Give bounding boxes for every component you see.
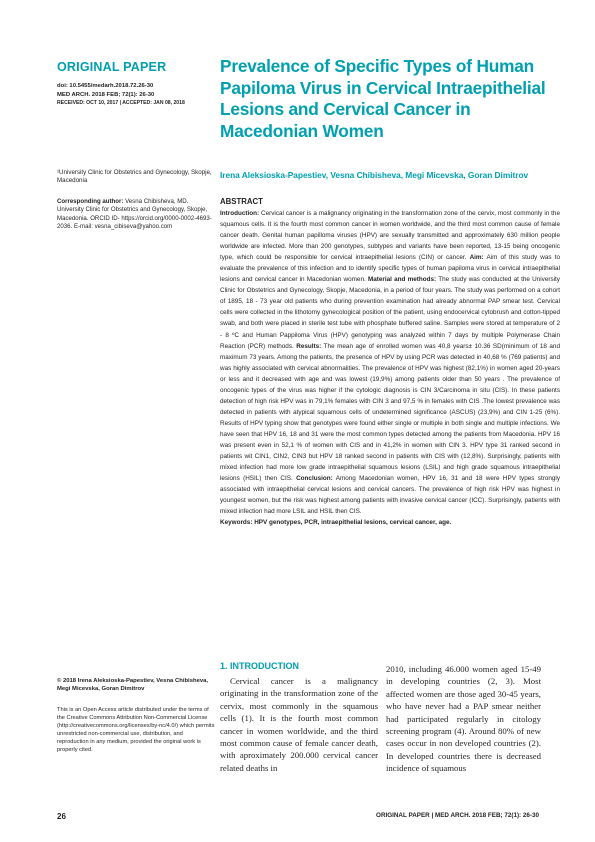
abstract-methods-label: Material and methods: xyxy=(367,276,437,284)
left-sidebar xyxy=(57,60,215,108)
corresponding-author-text: Vesna Chibisheva, MD. University Clinic for Obstetrics and Gynecology, Skopje, Macedonia. ORCID ID- https://orcid.org/0000-0002-4693-2036. E-mail: vesna_cibiseva@yahoo.com xyxy=(57,198,212,231)
affiliation: ¹University Clinic for Obstetrics and Gynecology, Skopje, Macedonia xyxy=(57,169,212,185)
abstract-aim: Aim of this study was to evaluate the prevalence of this infection and to identify specific types of human papiloma virus in cervical intraepithelial lesions and cervical cancer in Macedonian women. xyxy=(220,254,560,284)
license-text: This is an Open Access article distributed under the terms of the Creative Commons Attribution Non-Commercial License (http://creativecommons.org/licenses/by-nc/4.0/) which permits unrestricted non-commercial use, distribution, and reproduction in any medium, provided the original work is properly cited. xyxy=(57,707,215,754)
abstract-aim-label: Aim: xyxy=(469,254,484,262)
abstract-heading: ABSTRACT xyxy=(220,197,263,206)
corresponding-author xyxy=(57,198,215,232)
copyright: © 2018 Irena Aleksioska-Papestiev, Vesna Chibisheva, Megi Micevska, Goran Dimitrov xyxy=(57,678,209,693)
abstract-conclusion-label: Conclusion: xyxy=(296,475,333,483)
corresponding-author-label: Corresponding author: xyxy=(57,198,124,205)
abstract-results-label: Results: xyxy=(296,342,322,350)
abstract-conclusion: Among Macedonian women, HPV 16, 31 and 18 were HPV types strongly associated with intraepithelial cervical lesions and cervical cancers. The prevalence of high risk HPV was highest in youngest women, but the risk was highest among patients with invasive cervical cancer (ICC). Surprisingly, patients with mixed infection had more LSIL and HSIL then CIS. xyxy=(220,475,560,516)
introduction-heading: 1. INTRODUCTION xyxy=(220,661,300,671)
authors: Irena Aleksioska-Papestiev, Vesna Chibisheva, Megi Micevska, Goran Dimitrov xyxy=(220,170,529,180)
abstract-methods: The study was conducted at the University Clinic for Obstetrics and Gynecology, Skopje, Macedonia, in a period of four years. The study was performed on a cohort of 1895, 18 - 73 year old patients who during prevention examination had already abnormal PAP smear test. Cervical cells were collected in the lithotomy gynecological position of the patient, using endocervical cytobrush and cotton-tipped swab, and both were placed in sterile test tube with phosphate buffered saline. Samples were stored at temperature of 2 - 8 ºC and Human Pappiloma Virus (HPV) genotyping was analyzed within 7 days by multiple Polymerase Chain Reaction (PCR) methods. xyxy=(220,276,560,350)
introduction-column-1: Cervical cancer is a malignancy originating in the transformation zone of the cervix, most commonly in the squamous cells (1). It is the fourth most common cancer in women worldwide, and the third most common cause of female cancer death, with aproximately 200.000 cervical cancer related deaths in xyxy=(220,676,378,773)
journal-reference: MED ARCH. 2018 FEB; 72(1): 26-30 xyxy=(57,91,155,98)
abstract-intro: Cervical cancer is a malignancy originating in the transformation zone of the cervix, most commonly in the squamous cells. It is the fourth most common cancer in women worldwide, and the third most common cause of female cancer death. Genital human papilloma viruses (HPV) are sexually transmitted and approximately 630 million people worldwide are infected. More than 200 genotypes, subtypes and variants have been reported, 13-15 being oncogenic type, which could be responsible for cervical intraepithelial lesions (CIN) or cancer. xyxy=(220,210,560,262)
introduction-column-2: 2010, including 46.000 women aged 15-49 in developing countries (2, 3). Most affected women are those aged 30-45 years, who have never had a PAP smear neither had participated regularly in citology screening program (4). Around 80% of new cases occur in non developed countries (2). In developed countries there is decreased incidence of squamous xyxy=(386,664,541,774)
article-title: Prevalence of Specific Types of Human Papiloma Virus in Cervical Intraepithelial Lesions and Cervical Cancer in Macedonian Women xyxy=(220,56,546,141)
running-footer: ORIGINAL PAPER | MED ARCH. 2018 FEB; 72(1): 26-30 xyxy=(376,812,539,819)
abstract-intro-label: Introduction: xyxy=(220,210,260,217)
section-label: ORIGINAL PAPER xyxy=(57,60,167,74)
doi: doi: 10.5455/medarh.2018.72.26-30 xyxy=(57,83,154,89)
abstract-keywords-label: Keywords: xyxy=(220,519,253,527)
abstract-keywords: HPV genotypes, PCR, intraepithelial lesions, cervical cancer, age. xyxy=(252,519,452,527)
abstract-body xyxy=(220,208,560,528)
page-number: 26 xyxy=(57,812,66,821)
abstract-results: The mean age of enrolled women was 40,8 years± 10.36 SD(minimum of 18 and maximum 73 years. Among the patients, the presence of HPV by using PCR was detected in 40,68 % (769 patients) and was highly associated with cervical abnormalities. The prevalence of HPV was highest (82,1%) in women aged 20-years or less and it decreased with age and was lowest (19,9%) among patients older than 50 years . The prevalence of oncogenic types of the virus was higher if the cytologic diagnosis is CIN 3/Carcinoma in situ (CIS). In these patients detection of high risk HPV was in 79,1% females with CIN 3 and 97,5 % in females with CIS .The lowest prevalence was detected in patients with atypical squamous cells of undetermined significance (ASCUS) (23,9%) and CIN 1-25 (6%). Results of HPV typing show that genotypes were found either single or multiple in both single and multiple infections. We have seen that HPV 16, 18 and 31 were the most common types detected among the patients from Macedonia. HPV 16 was present even in 52,1 % of women with CIS and in 41,2% in women with CIN 3. HPV type 31 ranked second in patients wit CIN1, CIN2, CIN3 but HPV 18 ranked second in patients with CIS with (12,8%). Surprisingly, patients with mixed infection had more low grade intraepithelial squamous lesions (LSIL) and high grade squamous intraepithelial lesions (HSIL) then CIS. xyxy=(220,342,560,483)
received-accepted-dates: RECEIVED: OCT 10, 2017 | ACCEPTED: JAN 08, 2018 xyxy=(57,100,185,107)
